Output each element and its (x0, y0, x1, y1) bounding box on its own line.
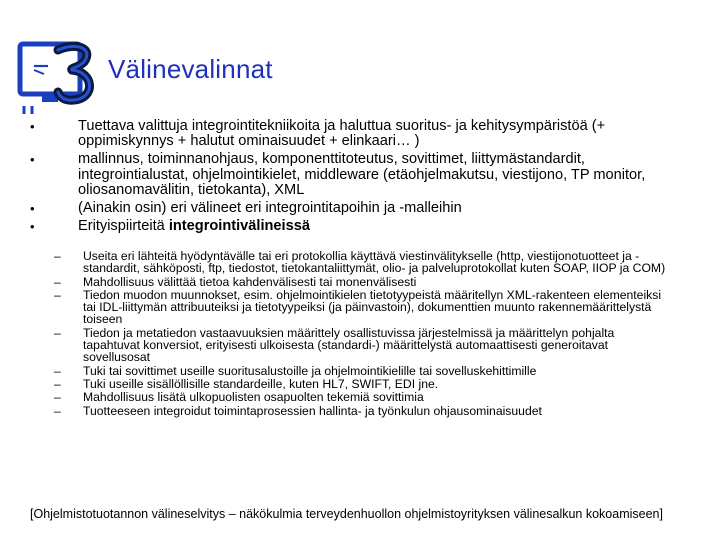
bullet-text-bold: integrointivälineissä (168, 218, 310, 235)
bullet-text: (Ainakin osin) eri välineet eri integrointitapoihin ja -malleihin (78, 200, 462, 217)
sub-bullet-text: Mahdollisuus lisätä ulkopuolisten osapuolten tekemiä sovittimia (83, 390, 424, 405)
slide-title: Välinevalinnat (108, 54, 273, 84)
sub-bullet-item (54, 378, 674, 390)
bullet-text: Tuettava valittuja integrointitekniikoita ja haluttua suoritus- ja kehitysympäristöä (+ oppimiskynnys + halutut ominaisuudet + elinkaari… ) (78, 118, 606, 150)
main-bullet-item (30, 119, 690, 149)
dash-marker: – (54, 274, 61, 289)
bullet-marker: • (30, 201, 35, 217)
dash-marker: – (54, 390, 61, 405)
dash-marker: – (54, 363, 61, 378)
bullet-text: Erityispiirteitä (78, 218, 169, 235)
main-bullet-item (30, 219, 690, 234)
sub-bullet-text: Mahdollisuus välittää tietoa kahdenvälisesti tai monenvälisesti (83, 274, 417, 289)
sub-bullet-item (54, 289, 674, 326)
sub-bullet-list (54, 250, 674, 417)
sub-bullet-text: Tuotteeseen integroidut toimintaprosessien hallinta- ja työnkulun ohjausominaisuudet (83, 403, 542, 418)
sub-bullet-item (54, 365, 674, 377)
bullet-marker: • (30, 219, 35, 235)
dash-marker: – (54, 325, 61, 340)
monitor-3-logo-icon (14, 40, 98, 114)
main-bullet-item (30, 201, 690, 216)
sub-bullet-item (54, 250, 674, 275)
bullet-marker: • (30, 152, 35, 168)
sub-bullet-item (54, 405, 674, 417)
bullet-marker: • (30, 119, 35, 134)
main-bullet-item (30, 152, 690, 198)
footer-citation: [Ohjelmistotuotannon välineselvitys – näkökulmia terveydenhuollon ohjelmistoyrityksen välinesalkun kokoamiseen] (30, 507, 663, 521)
dash-marker: – (54, 287, 61, 302)
sub-bullet-text: Tiedon muodon muunnokset, esim. ohjelmointikielen tietotyypeistä määritellyn XML-rakenteen elementeiksi tai IDL-liittymän attribuuteiksi ja tietotyypeiksi (ja päinvastoin), dokumenttien muunto rakennemäärittelystä toiseen (83, 287, 662, 327)
sub-bullet-item (54, 276, 674, 288)
dash-marker: – (54, 249, 61, 263)
sub-bullet-item (54, 391, 674, 403)
sub-bullet-item (54, 327, 674, 364)
sub-bullet-text: Useita eri lähteitä hyödyntävälle tai eri protokollia käyttävä viestinvälitykselle (http, viestijonotuotteet ja -standardit, sähköposti, ftp, tiedostot, tietokantaliittymät, olio- ja palveluprotokollat kuten SOAP, IIOP ja COM) (83, 249, 666, 276)
sub-bullet-text: Tiedon ja metatiedon vastaavuuksien määrittely osallistuvissa järjestelmissä ja määrittelyn pohjalta tapahtuvat konversiot, erityisesti ulkoisesta (standardi-) määrittelystä automaattisesti generoitavat sovellusosat (83, 325, 615, 365)
bullet-text: mallinnus, toiminnanohjaus, komponenttitoteutus, sovittimet, liittymästandardit, integrointialustat, ohjelmointikielet, middleware (etäohjelmakutsu, viestijono, TP monitor, oliosanomavälitin, tietokanta), XML (78, 151, 646, 198)
sub-bullet-text: Tuki tai sovittimet useille suoritusalustoille ja ohjelmointikielille tai sovelluskehittimille (83, 363, 537, 378)
dash-marker: – (54, 403, 61, 418)
dash-marker: – (54, 376, 61, 391)
main-bullet-list (30, 119, 690, 234)
sub-bullet-text: Tuki useille sisällöllisille standardeille, kuten HL7, SWIFT, EDI jne. (83, 376, 439, 391)
